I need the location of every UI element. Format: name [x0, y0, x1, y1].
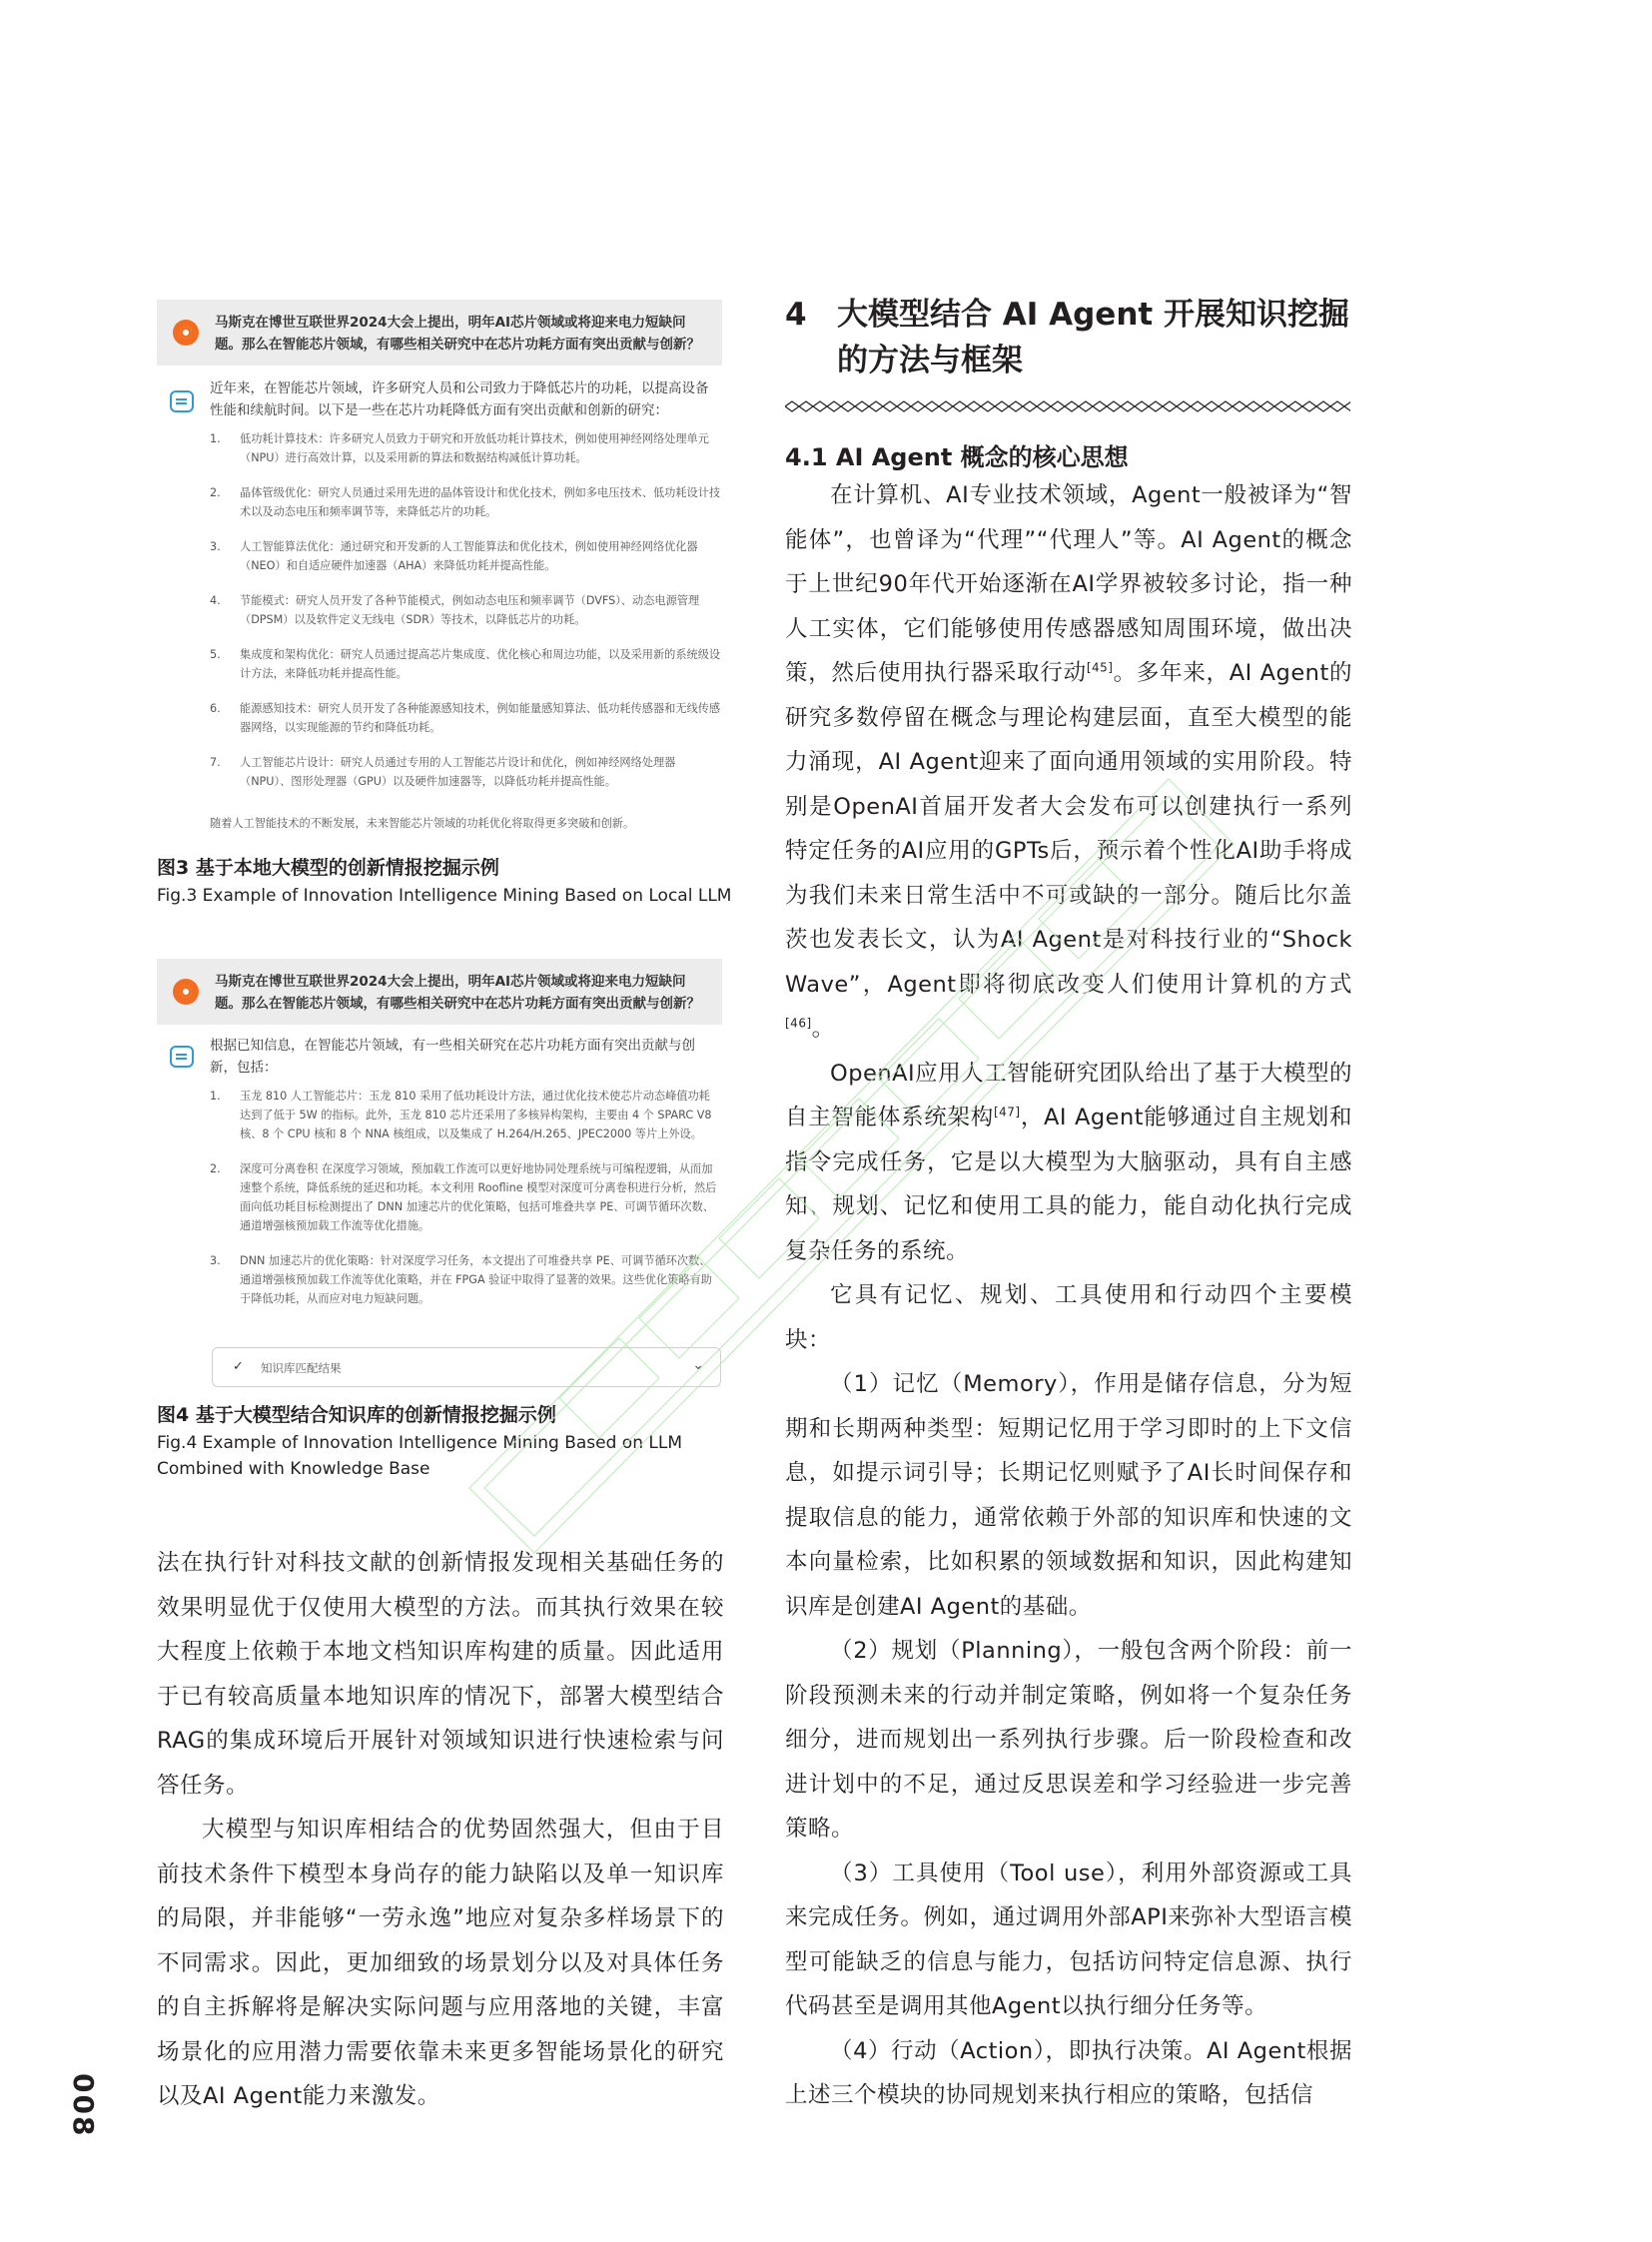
fig3-answer-outro: 随着人工智能技术的不断发展，未来智能芯片领域的功耗优化将取得更多突破和创新。 [210, 817, 635, 830]
answer-list-item [210, 699, 721, 737]
user-avatar-icon [173, 979, 199, 1005]
answer-list-item [210, 645, 721, 683]
right-paragraph-planning: （2）规划（Planning），一般包含两个阶段：前一阶段预测未来的行动并制定策略，例如将一个复杂任务细分，进而规划出一系列执行步骤。后一阶段检查和改进计划中的不足，通过反思误差和学习经验进一步完善策略。 [785, 1638, 1352, 1842]
fig4-caption-en: Fig.4 Example of Innovation Intelligence Mining Based on LLM Combined with Knowledge Base [157, 1433, 682, 1479]
subsection-heading: 4.1 AI Agent 概念的核心思想 [785, 443, 1129, 471]
item-number: 3. [210, 1254, 221, 1267]
knowledge-base-result-toggle[interactable] [212, 1347, 721, 1387]
answer-list-item [210, 429, 721, 467]
fig4-answer-intro: 根据已知信息，在智能芯片领域，有一些相关研究在芯片功耗方面有突出贡献与创新，包括： [210, 1038, 695, 1076]
fig3-answer-list [210, 429, 721, 807]
user-avatar-icon [173, 320, 199, 346]
item-number: 5. [210, 648, 221, 661]
left-column-text [157, 1541, 724, 2119]
item-number: 2. [210, 486, 221, 499]
assistant-chat-icon [170, 390, 194, 412]
right-paragraph-action: （4）行动（Action），即执行决策。AI Agent根据上述三个模块的协同规划来执行相应的策略，包括信 [785, 2037, 1352, 2108]
item-number: 7. [210, 756, 221, 769]
item-text: 深度可分离卷积 在深度学习领域，预加载工作流可以更好地协同处理系统与可编程逻辑，从而加速整个系统，降低系统的延迟和功耗。本文利用 Roofline 模型对深度可分离卷积进行分析，然后面向低功耗目标检测提出了 DNN 加速芯片的优化策略，包括可堆叠共享 PE、可调节循环次数、通道增强核预加载工作流等优化措施。 [240, 1162, 717, 1232]
check-icon: ✓ [233, 1359, 244, 1374]
fig3-question: 马斯克在博世互联世界2024大会上提出，明年AI芯片领域或将迎来电力短缺问题。那么在智能芯片领域，有哪些相关研究中在芯片功耗方面有突出贡献与创新？ [215, 315, 700, 353]
item-text: 低功耗计算技术：许多研究人员致力于研究和开放低功耗计算技术，例如使用神经网络处理单元（NPU）进行高效计算，以及采用新的算法和数据结构减低计算功耗。 [240, 432, 709, 464]
right-column-text [785, 473, 1352, 2118]
fig3-caption-en: Fig.3 Example of Innovation Intelligence Mining Based on Local LLM [157, 886, 732, 906]
item-text: 能源感知技术：研究人员开发了各种能源感知技术，例如能量感知算法、低功耗传感器和无线传感器网络，以实现能源的节约和降低功耗。 [240, 702, 721, 734]
right-paragraph-1: 在计算机、AI专业技术领域，Agent一般被译为“智能体”，也曾译为“代理”“代理人”等。AI Agent的概念于上世纪90年代开始逐渐在AI学界被较多讨论，指一种人工实体，它们能够使用传感器感知周围环境，做出决策，然后使用执行器采取行动[45]。多年来，AI Agent的研究多数停留在概念与理论构建层面，直至大模型的能力涌现，AI Agent迎来了面向通用领域的实用阶段。特别是OpenAI首届开发者大会发布可以创建执行一系列特定任务的AI应用的GPTs后，预示着个性化AI助手将成为我们未来日常生活中不可或缺的一部分。随后比尔盖茨也发表长文，认为AI Agent是对科技行业的“Shock Wave”，Agent即将彻底改变人们使用计算机的方式[46]。 [785, 482, 1352, 1042]
left-paragraph-1: 法在执行针对科技文献的创新情报发现相关基础任务的效果明显优于仅使用大模型的方法。而其执行效果在较大程度上依赖于本地文档知识库构建的质量。因此适用于已有较高质量本地知识库的情况下，部署大模型结合RAG的集成环境后开展针对领域知识进行快速检索与问答任务。 [157, 1550, 724, 1799]
answer-list-item [210, 1159, 721, 1235]
item-text: DNN 加速芯片的优化策略：针对深度学习任务，本文提出了可堆叠共享 PE、可调节循环次数、通道增强核预加载工作流等优化策略，并在 FPGA 验证中取得了显著的效果。这些优化策略有助于降低功耗，从而应对电力短缺问题。 [240, 1254, 712, 1305]
right-paragraph-memory: （1）记忆（Memory），作用是储存信息，分为短期和长期两种类型：短期记忆用于学习即时的上下文信息，如提示词引导；长期记忆则赋予了AI长时间保存和提取信息的能力，通常依赖于外部的知识库和快速的文本向量检索，比如积累的领域数据和知识，因此构建知识库是创建AI Agent的基础。 [785, 1371, 1352, 1620]
page-number: 008 [67, 2073, 100, 2138]
answer-list-item [210, 1251, 721, 1308]
fig4-answer-list [210, 1087, 721, 1324]
answer-list-item [210, 1087, 721, 1143]
fig3-question-bar [157, 300, 722, 366]
fig4-caption-zh: 图4 基于大模型结合知识库的创新情报挖掘示例 [157, 1404, 556, 1426]
fig4-question: 马斯克在博世互联世界2024大会上提出，明年AI芯片领域或将迎来电力短缺问题。那么在智能芯片领域，有哪些相关研究中在芯片功耗方面有突出贡献与创新？ [215, 974, 700, 1012]
kb-label: 知识库匹配结果 [261, 1361, 342, 1375]
answer-list-item [210, 483, 721, 521]
section-title: 大模型结合 AI Agent 开展知识挖掘的方法与框架 [837, 297, 1349, 378]
answer-list-item [210, 537, 721, 575]
right-paragraph-tool-use: （3）工具使用（Tool use），利用外部资源或工具来完成任务。例如，通过调用外部API来弥补大型语言模型可能缺乏的信息与能力，包括访问特定信息源、执行代码甚至是调用其他Agent以执行细分任务等。 [785, 1860, 1352, 2019]
diamond-divider [785, 399, 1350, 413]
item-number: 4. [210, 594, 221, 607]
right-paragraph-2: OpenAI应用人工智能研究团队给出了基于大模型的自主智能体系统架构[47]，AI Agent能够通过自主规划和指令完成任务，它是以大模型为大脑驱动，具有自主感知、规划、记忆和使用工具的能力，能自动化执行完成复杂任务的系统。 [785, 1060, 1352, 1264]
item-text: 玉龙 810 人工智能芯片：玉龙 810 采用了低功耗设计方法，通过优化技术使芯片动态峰值功耗达到了低于 5W 的指标。此外，玉龙 810 芯片还采用了多核异构架构，主要由 4 个 SPARC V8 核、8 个 CPU 核和 8 个 NNA 核组成，以及集成了 H.264/H.265、JPEC2000 等片上外设。 [240, 1090, 712, 1140]
item-text: 人工智能芯片设计：研究人员通过专用的人工智能芯片设计和优化，例如神经网络处理器（NPU）、图形处理器（GPU）以及硬件加速器等，以降低功耗并提高性能。 [240, 756, 676, 788]
item-text: 晶体管级优化：研究人员通过采用先进的晶体管设计和优化技术，例如多电压技术、低功耗设计技术以及动态电压和频率调节等，来降低芯片的功耗。 [240, 486, 721, 518]
answer-list-item [210, 753, 721, 791]
fig4-question-bar [157, 959, 722, 1025]
chevron-down-icon: ⌄ [692, 1357, 704, 1373]
right-paragraph-3: 它具有记忆、规划、工具使用和行动四个主要模块： [785, 1282, 1352, 1353]
item-text: 人工智能算法优化：通过研究和开发新的人工智能算法和优化技术，例如使用神经网络优化器（NEO）和自适应硬件加速器（AHA）来降低功耗并提高性能。 [240, 540, 698, 572]
section-number: 4 [785, 297, 807, 333]
left-paragraph-2: 大模型与知识库相结合的优势固然强大，但由于目前技术条件下模型本身尚存的能力缺陷以及单一知识库的局限，并非能够“一劳永逸”地应对复杂多样场景下的不同需求。因此，更加细致的场景划分以及对具体任务的自主拆解将是解决实际问题与应用落地的关键，丰富场景化的应用潜力需要依靠未来更多智能场景化的研究以及AI Agent能力来激发。 [157, 1817, 724, 2109]
fig3-answer-intro: 近年来，在智能芯片领域，许多研究人员和公司致力于降低芯片的功耗，以提高设备性能和续航时间。以下是一些在芯片功耗降低方面有突出贡献和创新的研究： [210, 380, 709, 418]
item-number: 1. [210, 432, 221, 445]
fig3-caption-zh: 图3 基于本地大模型的创新情报挖掘示例 [157, 857, 499, 879]
item-text: 节能模式：研究人员开发了各种节能模式，例如动态电压和频率调节（DVFS）、动态电源管理（DPSM）以及软件定义无线电（SDR）等技术，以降低芯片的功耗。 [240, 594, 700, 626]
item-number: 3. [210, 540, 221, 553]
answer-list-item [210, 591, 721, 629]
item-number: 1. [210, 1090, 221, 1103]
item-number: 6. [210, 702, 221, 715]
item-text: 集成度和架构优化：研究人员通过提高芯片集成度、优化核心和周边功能，以及采用新的系统级设计方法，来降低功耗并提高性能。 [240, 648, 721, 680]
assistant-chat-icon [170, 1046, 194, 1068]
item-number: 2. [210, 1162, 221, 1175]
